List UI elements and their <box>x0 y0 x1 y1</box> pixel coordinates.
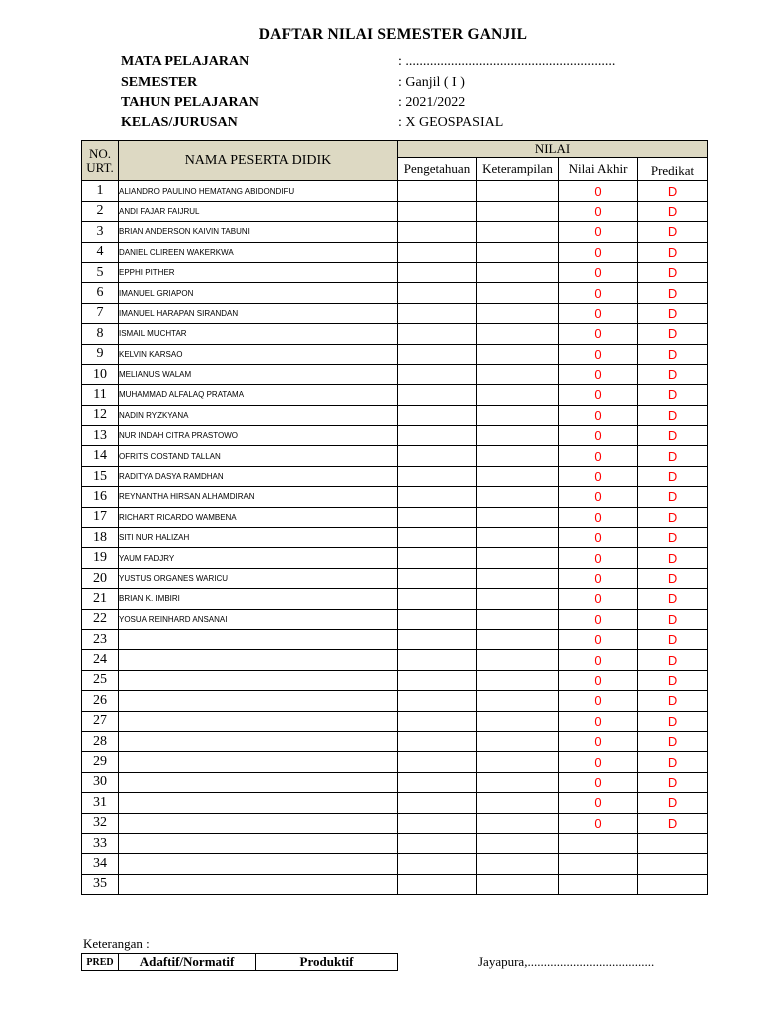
keterampilan-cell <box>477 303 559 323</box>
jayapura-date-line: Jayapura,....................................... <box>478 954 655 969</box>
table-row <box>82 364 708 384</box>
student-name: NUR INDAH CITRA PRASTOWO <box>119 426 398 446</box>
meta-label-semester: SEMESTER <box>121 75 198 90</box>
keterampilan-cell <box>477 283 559 303</box>
predikat-cell <box>638 874 708 894</box>
keterampilan-cell <box>477 793 559 813</box>
row-number: 7 <box>82 303 119 323</box>
table-row <box>82 772 708 792</box>
row-number: 27 <box>82 711 119 731</box>
keterampilan-cell <box>477 772 559 792</box>
header-no-urut <box>82 141 119 181</box>
nilai-akhir-cell: 0 <box>559 793 638 813</box>
pengetahuan-cell <box>398 528 477 548</box>
keterampilan-cell <box>477 711 559 731</box>
keterampilan-cell <box>477 364 559 384</box>
predikat-cell: D <box>638 650 708 670</box>
predikat-cell: D <box>638 487 708 507</box>
table-row <box>82 242 708 262</box>
table-row <box>82 262 708 282</box>
student-name: RICHART RICARDO WAMBENA <box>119 507 398 527</box>
row-number: 13 <box>82 426 119 446</box>
row-number: 23 <box>82 629 119 649</box>
student-name: MUHAMMAD ALFALAQ PRATAMA <box>119 385 398 405</box>
predikat-cell: D <box>638 609 708 629</box>
student-name <box>119 629 398 649</box>
row-number: 4 <box>82 242 119 262</box>
table-row <box>82 324 708 344</box>
predikat-cell: D <box>638 813 708 833</box>
row-number: 33 <box>82 833 119 853</box>
keterampilan-cell <box>477 833 559 853</box>
student-name: IMANUEL GRIAPON <box>119 283 398 303</box>
table-row <box>82 426 708 446</box>
table-row <box>82 446 708 466</box>
predikat-cell: D <box>638 568 708 588</box>
table-row <box>82 711 708 731</box>
row-number: 11 <box>82 385 119 405</box>
legend-produktif: Produktif <box>256 954 398 971</box>
nilai-akhir-cell: 0 <box>559 813 638 833</box>
row-number: 31 <box>82 793 119 813</box>
nilai-akhir-cell: 0 <box>559 242 638 262</box>
keterampilan-cell <box>477 466 559 486</box>
nilai-akhir-cell: 0 <box>559 405 638 425</box>
row-number: 10 <box>82 364 119 384</box>
row-number: 14 <box>82 446 119 466</box>
row-number: 16 <box>82 487 119 507</box>
meta-value-semester: : Ganjil ( I ) <box>398 75 465 90</box>
keterampilan-cell <box>477 385 559 405</box>
predikat-cell: D <box>638 629 708 649</box>
pengetahuan-cell <box>398 242 477 262</box>
pengetahuan-cell <box>398 426 477 446</box>
nilai-akhir-cell <box>559 833 638 853</box>
nilai-akhir-cell: 0 <box>559 303 638 323</box>
row-number: 32 <box>82 813 119 833</box>
table-row <box>82 752 708 772</box>
predikat-cell: D <box>638 324 708 344</box>
nilai-akhir-cell: 0 <box>559 222 638 242</box>
nilai-akhir-cell: 0 <box>559 752 638 772</box>
student-name: EPPHI PITHER <box>119 262 398 282</box>
table-row <box>82 793 708 813</box>
predikat-cell: D <box>638 426 708 446</box>
nilai-akhir-cell <box>559 854 638 874</box>
header-nilai: NILAI <box>398 141 708 158</box>
row-number: 5 <box>82 262 119 282</box>
row-number: 22 <box>82 609 119 629</box>
header-no-line2: URT. <box>86 159 114 175</box>
nilai-akhir-cell: 0 <box>559 670 638 690</box>
pengetahuan-cell <box>398 262 477 282</box>
pengetahuan-cell <box>398 793 477 813</box>
keterampilan-cell <box>477 426 559 446</box>
pengetahuan-cell <box>398 711 477 731</box>
pengetahuan-cell <box>398 568 477 588</box>
student-name <box>119 833 398 853</box>
meta-label-kelas-jurusan: KELAS/JURUSAN <box>121 115 238 130</box>
pengetahuan-cell <box>398 731 477 751</box>
table-row <box>82 201 708 221</box>
keterampilan-cell <box>477 609 559 629</box>
student-name <box>119 752 398 772</box>
nilai-akhir-cell: 0 <box>559 283 638 303</box>
predikat-cell: D <box>638 752 708 772</box>
keterampilan-cell <box>477 589 559 609</box>
nilai-akhir-cell: 0 <box>559 344 638 364</box>
row-number: 15 <box>82 466 119 486</box>
keterampilan-cell <box>477 650 559 670</box>
pengetahuan-cell <box>398 813 477 833</box>
predikat-cell: D <box>638 772 708 792</box>
pengetahuan-cell <box>398 466 477 486</box>
nilai-akhir-cell: 0 <box>559 446 638 466</box>
row-number: 20 <box>82 568 119 588</box>
nilai-akhir-cell: 0 <box>559 528 638 548</box>
table-row <box>82 731 708 751</box>
student-name: YAUM FADJRY <box>119 548 398 568</box>
meta-value-kelas-jurusan: : X GEOSPASIAL <box>398 115 504 130</box>
row-number: 9 <box>82 344 119 364</box>
nilai-akhir-cell: 0 <box>559 609 638 629</box>
pengetahuan-cell <box>398 589 477 609</box>
keterampilan-cell <box>477 507 559 527</box>
student-name: YOSUA REINHARD ANSANAI <box>119 609 398 629</box>
grades-table <box>81 140 708 895</box>
nilai-akhir-cell: 0 <box>559 691 638 711</box>
pengetahuan-cell <box>398 772 477 792</box>
pengetahuan-cell <box>398 324 477 344</box>
student-name: DANIEL CLIREEN WAKERKWA <box>119 242 398 262</box>
predikat-cell: D <box>638 242 708 262</box>
student-name: REYNANTHA HIRSAN ALHAMDIRAN <box>119 487 398 507</box>
student-name: NADIN RYZKYANA <box>119 405 398 425</box>
row-number: 26 <box>82 691 119 711</box>
student-name: OFRITS COSTAND TALLAN <box>119 446 398 466</box>
keterampilan-cell <box>477 201 559 221</box>
predikat-cell: D <box>638 711 708 731</box>
student-name <box>119 813 398 833</box>
row-number: 24 <box>82 650 119 670</box>
predikat-cell: D <box>638 283 708 303</box>
table-row <box>82 670 708 690</box>
keterampilan-cell <box>477 262 559 282</box>
pengetahuan-cell <box>398 670 477 690</box>
row-number: 28 <box>82 731 119 751</box>
keterampilan-cell <box>477 528 559 548</box>
nilai-akhir-cell: 0 <box>559 181 638 201</box>
predikat-cell: D <box>638 385 708 405</box>
nilai-akhir-cell: 0 <box>559 772 638 792</box>
student-name <box>119 793 398 813</box>
predikat-cell: D <box>638 222 708 242</box>
table-row <box>82 589 708 609</box>
pengetahuan-cell <box>398 201 477 221</box>
predikat-cell: D <box>638 364 708 384</box>
table-row <box>82 385 708 405</box>
predikat-cell: D <box>638 262 708 282</box>
keterampilan-cell <box>477 446 559 466</box>
predikat-cell: D <box>638 201 708 221</box>
row-number: 29 <box>82 752 119 772</box>
header-pengetahuan: Pengetahuan <box>398 158 477 181</box>
student-name: RADITYA DASYA RAMDHAN <box>119 466 398 486</box>
predikat-cell: D <box>638 548 708 568</box>
row-number: 25 <box>82 670 119 690</box>
header-no-line1: NO. <box>88 145 112 161</box>
student-name: BRIAN ANDERSON KAIVIN TABUNI <box>119 222 398 242</box>
predikat-cell <box>638 854 708 874</box>
student-name <box>119 731 398 751</box>
legend-pred: PRED <box>82 954 119 971</box>
student-name <box>119 711 398 731</box>
nilai-akhir-cell: 0 <box>559 731 638 751</box>
pengetahuan-cell <box>398 833 477 853</box>
keterampilan-cell <box>477 874 559 894</box>
table-row <box>82 466 708 486</box>
student-name <box>119 670 398 690</box>
keterampilan-cell <box>477 487 559 507</box>
student-name <box>119 854 398 874</box>
table-row <box>82 181 708 201</box>
table-row <box>82 487 708 507</box>
nilai-akhir-cell: 0 <box>559 629 638 649</box>
student-name <box>119 691 398 711</box>
pengetahuan-cell <box>398 609 477 629</box>
table-row <box>82 629 708 649</box>
predikat-cell: D <box>638 446 708 466</box>
table-row <box>82 507 708 527</box>
student-name: ALIANDRO PAULINO HEMATANG ABIDONDIFU <box>119 181 398 201</box>
pengetahuan-cell <box>398 446 477 466</box>
student-name: IMANUEL HARAPAN SIRANDAN <box>119 303 398 323</box>
keterampilan-cell <box>477 813 559 833</box>
nilai-akhir-cell: 0 <box>559 548 638 568</box>
pengetahuan-cell <box>398 487 477 507</box>
pengetahuan-cell <box>398 283 477 303</box>
student-name: ISMAIL MUCHTAR <box>119 324 398 344</box>
pengetahuan-cell <box>398 507 477 527</box>
meta-value-mata-pelajaran: : ............................................................ <box>398 54 616 69</box>
table-row <box>82 609 708 629</box>
student-name <box>119 772 398 792</box>
row-number: 1 <box>82 181 119 201</box>
keterampilan-cell <box>477 670 559 690</box>
pengetahuan-cell <box>398 650 477 670</box>
predikat-cell: D <box>638 405 708 425</box>
header-keterampilan: Keterampilan <box>477 158 559 181</box>
table-row <box>82 691 708 711</box>
keterangan-label: Keterangan : <box>83 936 150 951</box>
nilai-akhir-cell: 0 <box>559 201 638 221</box>
table-row <box>82 650 708 670</box>
nilai-akhir-cell: 0 <box>559 650 638 670</box>
predikat-cell: D <box>638 793 708 813</box>
student-name <box>119 650 398 670</box>
predikat-cell: D <box>638 691 708 711</box>
keterampilan-cell <box>477 405 559 425</box>
row-number: 12 <box>82 405 119 425</box>
pengetahuan-cell <box>398 752 477 772</box>
table-row <box>82 568 708 588</box>
table-row <box>82 283 708 303</box>
predikat-cell: D <box>638 731 708 751</box>
nilai-akhir-cell: 0 <box>559 466 638 486</box>
student-name: MELIANUS WALAM <box>119 364 398 384</box>
student-name: ANDI FAJAR FAIJRUL <box>119 201 398 221</box>
keterampilan-cell <box>477 324 559 344</box>
table-row <box>82 344 708 364</box>
student-name: BRIAN K. IMBIRI <box>119 589 398 609</box>
keterampilan-cell <box>477 691 559 711</box>
nilai-akhir-cell: 0 <box>559 324 638 344</box>
table-row <box>82 833 708 853</box>
pengetahuan-cell <box>398 854 477 874</box>
predikat-cell: D <box>638 528 708 548</box>
nilai-akhir-cell: 0 <box>559 262 638 282</box>
predikat-cell: D <box>638 344 708 364</box>
row-number: 21 <box>82 589 119 609</box>
keterampilan-cell <box>477 731 559 751</box>
pengetahuan-cell <box>398 629 477 649</box>
row-number: 35 <box>82 874 119 894</box>
student-name: KELVIN KARSAO <box>119 344 398 364</box>
pengetahuan-cell <box>398 405 477 425</box>
keterampilan-cell <box>477 242 559 262</box>
keterampilan-cell <box>477 854 559 874</box>
legend-table <box>81 953 398 971</box>
pengetahuan-cell <box>398 874 477 894</box>
pengetahuan-cell <box>398 344 477 364</box>
keterampilan-cell <box>477 344 559 364</box>
keterampilan-cell <box>477 568 559 588</box>
pengetahuan-cell <box>398 222 477 242</box>
row-number: 2 <box>82 201 119 221</box>
predikat-cell <box>638 833 708 853</box>
table-row <box>82 528 708 548</box>
nilai-akhir-cell: 0 <box>559 487 638 507</box>
pengetahuan-cell <box>398 303 477 323</box>
page-title: DAFTAR NILAI SEMESTER GANJIL <box>258 26 528 43</box>
table-row <box>82 874 708 894</box>
table-row <box>82 405 708 425</box>
nilai-akhir-cell <box>559 874 638 894</box>
row-number: 6 <box>82 283 119 303</box>
pengetahuan-cell <box>398 181 477 201</box>
nilai-akhir-cell: 0 <box>559 364 638 384</box>
predikat-cell: D <box>638 303 708 323</box>
nilai-akhir-cell: 0 <box>559 507 638 527</box>
student-name <box>119 874 398 894</box>
predikat-cell: D <box>638 181 708 201</box>
table-row <box>82 854 708 874</box>
student-name: YUSTUS ORGANES WARICU <box>119 568 398 588</box>
keterampilan-cell <box>477 752 559 772</box>
pengetahuan-cell <box>398 548 477 568</box>
table-row <box>82 222 708 242</box>
header-nilai-akhir: Nilai Akhir <box>559 158 638 181</box>
row-number: 3 <box>82 222 119 242</box>
nilai-akhir-cell: 0 <box>559 426 638 446</box>
keterampilan-cell <box>477 222 559 242</box>
pengetahuan-cell <box>398 691 477 711</box>
nilai-akhir-cell: 0 <box>559 589 638 609</box>
nilai-akhir-cell: 0 <box>559 711 638 731</box>
row-number: 18 <box>82 528 119 548</box>
row-number: 17 <box>82 507 119 527</box>
student-name: SITI NUR HALIZAH <box>119 528 398 548</box>
row-number: 30 <box>82 772 119 792</box>
keterampilan-cell <box>477 181 559 201</box>
table-row <box>82 303 708 323</box>
legend-adaftif-normatif: Adaftif/Normatif <box>119 954 256 971</box>
nilai-akhir-cell: 0 <box>559 385 638 405</box>
predikat-cell: D <box>638 670 708 690</box>
meta-label-mata-pelajaran: MATA PELAJARAN <box>121 54 250 69</box>
nilai-akhir-cell: 0 <box>559 568 638 588</box>
header-predikat: Predikat <box>638 158 708 181</box>
predikat-cell: D <box>638 466 708 486</box>
keterampilan-cell <box>477 629 559 649</box>
pengetahuan-cell <box>398 364 477 384</box>
header-nama-peserta: NAMA PESERTA DIDIK <box>119 141 398 181</box>
table-row <box>82 813 708 833</box>
row-number: 8 <box>82 324 119 344</box>
table-row <box>82 548 708 568</box>
predikat-cell: D <box>638 507 708 527</box>
meta-label-tahun-pelajaran: TAHUN PELAJARAN <box>121 95 259 110</box>
meta-value-tahun-pelajaran: : 2021/2022 <box>398 95 466 110</box>
keterampilan-cell <box>477 548 559 568</box>
predikat-cell: D <box>638 589 708 609</box>
row-number: 19 <box>82 548 119 568</box>
row-number: 34 <box>82 854 119 874</box>
pengetahuan-cell <box>398 385 477 405</box>
